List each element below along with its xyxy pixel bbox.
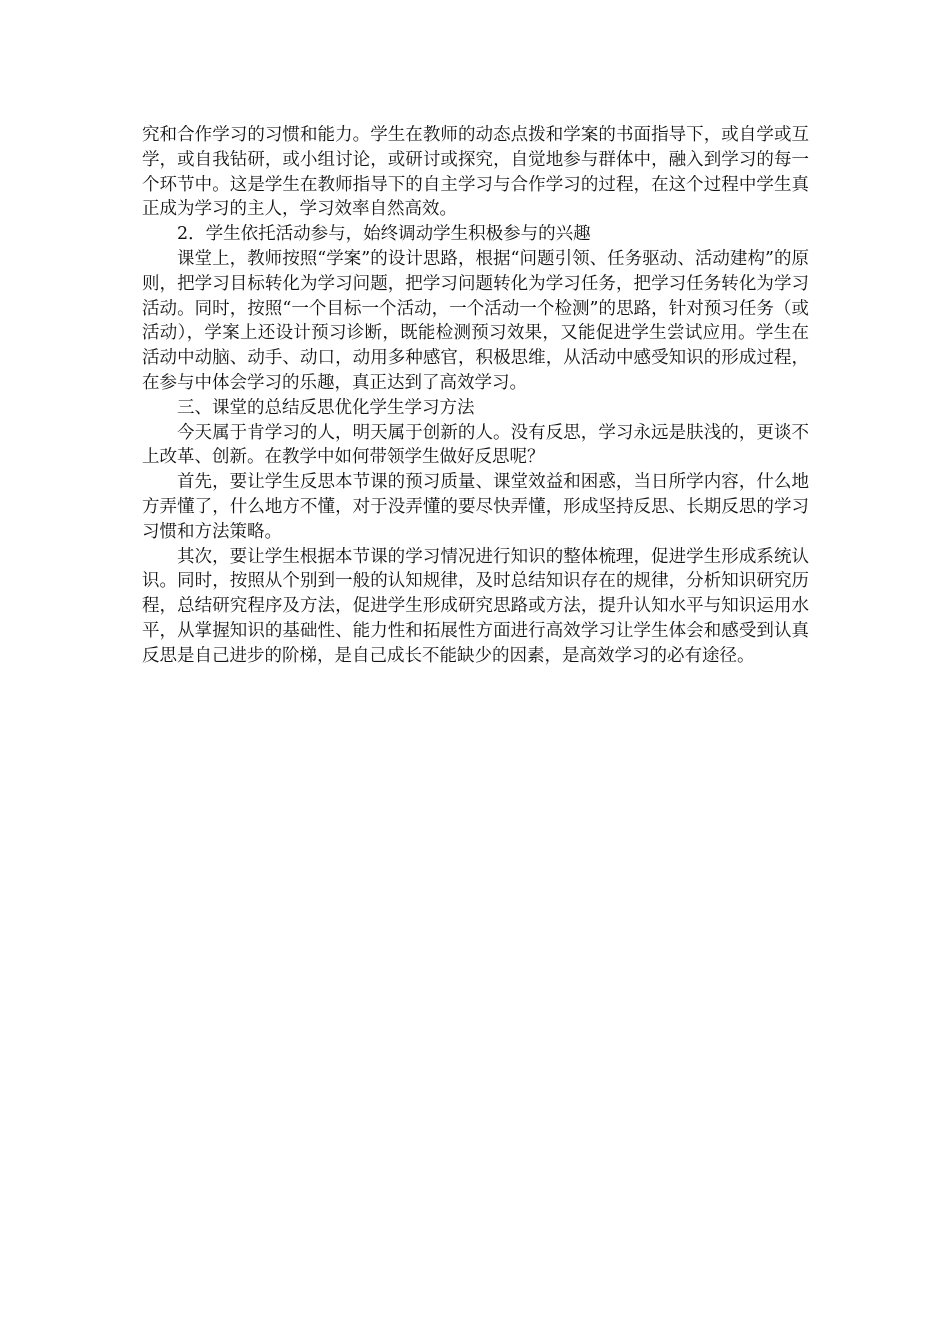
document-body: [142, 123, 809, 669]
paragraph-first-step: 首先，要让学生反思本节课的预习质量、课堂效益和困惑，当日所学内容，什么地方弄懂了，什么地方不懂，对于没弄懂的要尽快弄懂，形成坚持反思、长期反思的学习习惯和方法策略。: [142, 472, 809, 542]
section-heading-reflection: 三、课堂的总结反思优化学生学习方法: [177, 397, 475, 418]
paragraph-classroom-activities: 课堂上，教师按照“学案”的设计思路，根据“问题引领、任务驱动、活动建构”的原则，把学习目标转化为学习问题，把学习问题转化为学习任务，把学习任务转化为学习活动。同时，按照“一个目标一个活动，一个活动一个检测”的思路，针对预习任务（或活动），学案上还设计预习诊断，既能检测预习效果，又能促进学生尝试应用。学生在活动中动脑、动手、动口，动用多种感官，积极思维，从活动中感受知识的形成过程，在参与中体会学习的乐趣，真正达到了高效学习。: [142, 248, 809, 393]
paragraph-second-step: 其次，要让学生根据本节课的学习情况进行知识的整体梳理，促进学生形成系统认识。同时，按照从个别到一般的认知规律，及时总结知识存在的规律，分析知识研究历程，总结研究程序及方法，促进学生形成研究思路或方法，提升认知水平与知识运用水平，从掌握知识的基础性、能力性和拓展性方面进行高效学习让学生体会和感受到认真反思是自己进步的阶梯，是自己成长不能缺少的因素，是高效学习的必有途径。: [142, 546, 809, 666]
paragraph-reflection-intro: 今天属于肯学习的人，明天属于创新的人。没有反思，学习永远是肤浅的，更谈不上改革、创新。在教学中如何带领学生做好反思呢？: [142, 422, 809, 468]
subheading-activity-participation: 2．学生依托活动参与，始终调动学生积极参与的兴趣: [177, 224, 591, 245]
paragraph-continuation: 究和合作学习的习惯和能力。学生在教师的动态点拨和学案的书面指导下，或自学或互学，或自我钻研，或小组讨论，或研讨或探究，自觉地参与群体中，融入到学习的每一个环节中。这是学生在教师指导下的自主学习与合作学习的过程，在这个过程中学生真正成为学习的主人，学习效率自然高效。: [142, 125, 809, 220]
